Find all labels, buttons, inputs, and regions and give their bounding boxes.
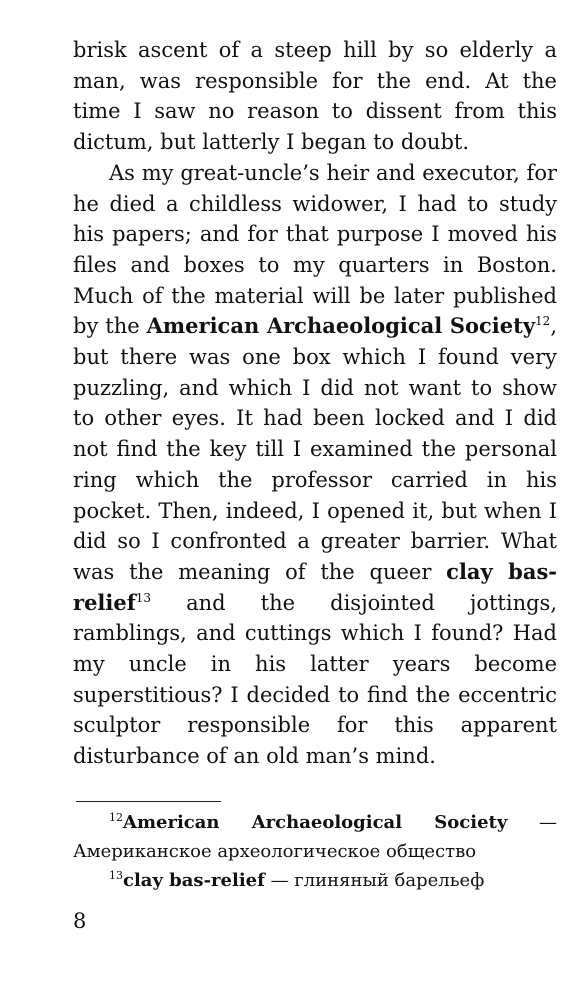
footnote-divider [76, 801, 221, 802]
page-number: 8 [73, 909, 87, 933]
paragraph-continued [73, 35, 557, 158]
footnote-ref-13: 13 [135, 590, 152, 605]
paragraph-text: As my great-uncle’s heir and executor, for he died a childless widower, I had to study his papers; and for that purpose I moved his files and boxes to my quarters in Boston. Much of the material will be later published by the [73, 160, 557, 339]
paragraph-text: brisk ascent of a steep hill by so elderly a man, was responsible for the end. At the time I saw no reason to dissent from this dictum, but latterly I began to doubt. [73, 38, 557, 155]
paragraph [73, 158, 557, 772]
footnote-gloss: — Американское археологическое общество [73, 812, 557, 862]
bold-term-clay-bas-relief: clay bas-relief [73, 558, 557, 615]
main-text [73, 35, 557, 772]
footnotes [73, 808, 557, 895]
footnote-term: American Archaeological Society [123, 812, 508, 833]
footnote-13 [73, 866, 557, 895]
footnote-number: 12 [109, 811, 123, 824]
bold-term-american-archaeological-society: American Archaeological Society [146, 313, 536, 339]
paragraph-text: and the disjointed jottings, ramblings, and cuttings which I found? Had my uncle in his latter years become superstitious? I decided to find the eccentric sculptor responsible for this apparent disturbance of an old man’s mind. [73, 590, 557, 769]
paragraph-text: , but there was one box which I found very puzzling, and which I did not want to show to other eyes. It had been locked and I did not find the key till I examined the personal ring which the professor carried in his pocket. Then, indeed, I opened it, but when I did so I confronted a greater barrier. What was the meaning of the queer [73, 314, 557, 584]
footnote-ref-12: 12 [535, 314, 551, 329]
footnote-gloss: — глиняный барельеф [264, 870, 485, 891]
footnote-12 [73, 808, 557, 866]
footnote-number: 13 [109, 869, 123, 882]
footnote-term: clay bas-relief [123, 870, 265, 891]
